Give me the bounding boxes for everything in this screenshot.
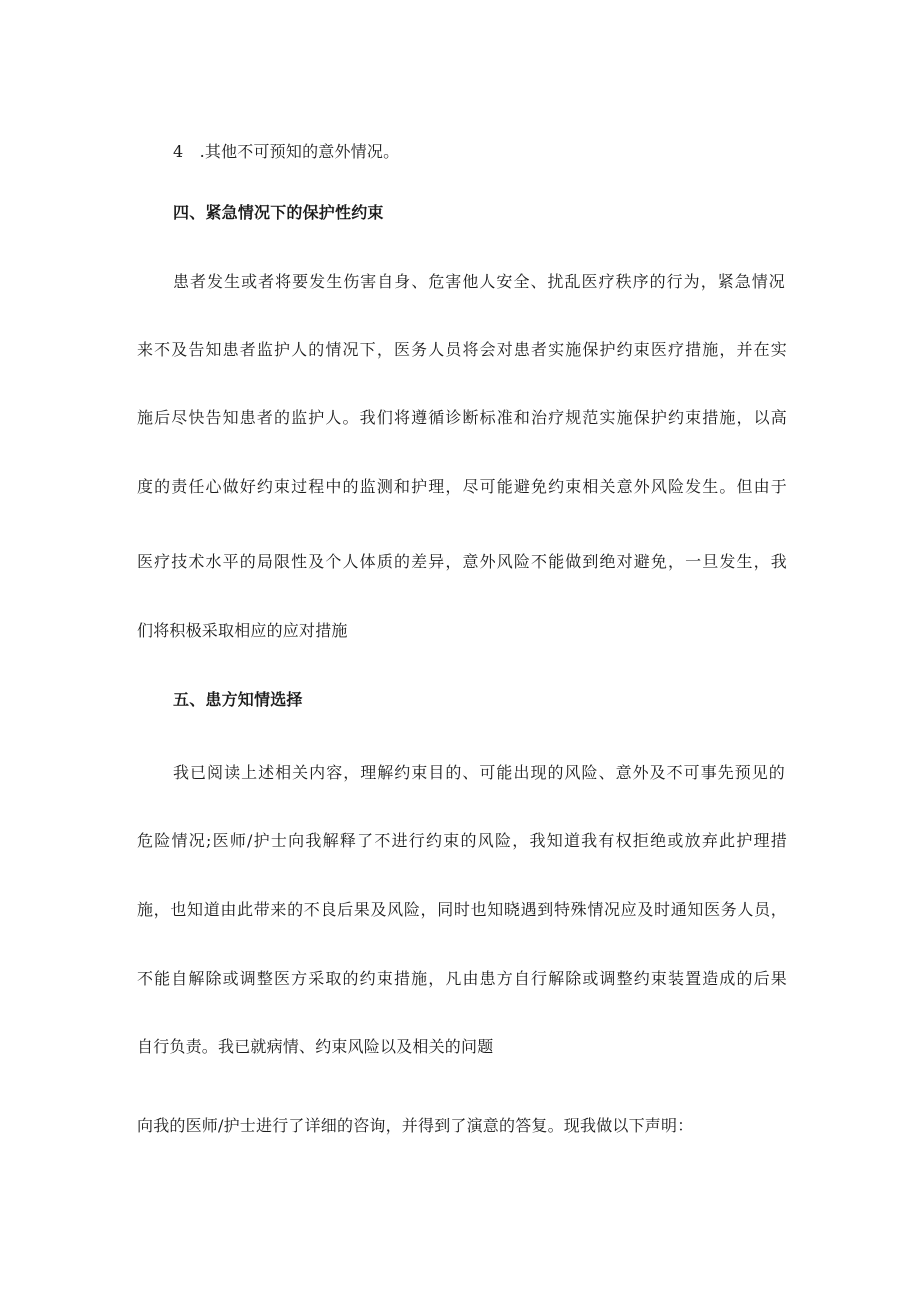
paragraph-line: 施，也知道由此带来的不良后果及风险，同时也知晓遇到特殊情况应及时通知医务人员， [137,900,787,919]
paragraph-line: 危险情况;医师/护士向我解释了不进行约束的风险，我知道我有权拒绝或放弃此护理措 [137,831,787,850]
paragraph-continuation: 向我的医师/护士进行了详细的咨询，并得到了演意的答复。现我做以下声明： [137,1116,694,1135]
paragraph-line: 度的责任心做好约束过程中的监测和护理，尽可能避免约束相关意外风险发生。但由于 [137,477,787,496]
section-heading-informed-choice: 五、患方知情选择 [173,690,303,709]
list-item-4: 4 .其他不可预知的意外情况。 [173,142,400,161]
paragraph-line: 医疗技术水平的局限性及个人体质的差异，意外风险不能做到绝对避免，一旦发生，我 [137,552,787,571]
paragraph-line: 来不及告知患者监护人的情况下，医务人员将会对患者实施保护约束医疗措施，并在实 [137,340,787,359]
paragraph-line: 自行负责。我已就病情、约束风险以及相关的问题 [137,1037,494,1056]
paragraph-line: 们将积极采取相应的应对措施 [137,621,348,640]
paragraph-line: 我已阅读上述相关内容，理解约束目的、可能出现的风险、意外及不可事先预见的 [173,763,785,782]
paragraph-line: 患者发生或者将要发生伤害自身、危害他人安全、扰乱医疗秩序的行为，紧急情况 [173,272,785,291]
section-heading-emergency-restraint: 四、紧急情况下的保护性约束 [173,203,384,222]
paragraph-line: 施后尽快告知患者的监护人。我们将遵循诊断标准和治疗规范实施保护约束措施，以高 [137,408,787,427]
paragraph-line: 不能自解除或调整医方采取的约束措施，凡由患方自行解除或调整约束装置造成的后果 [137,969,787,988]
